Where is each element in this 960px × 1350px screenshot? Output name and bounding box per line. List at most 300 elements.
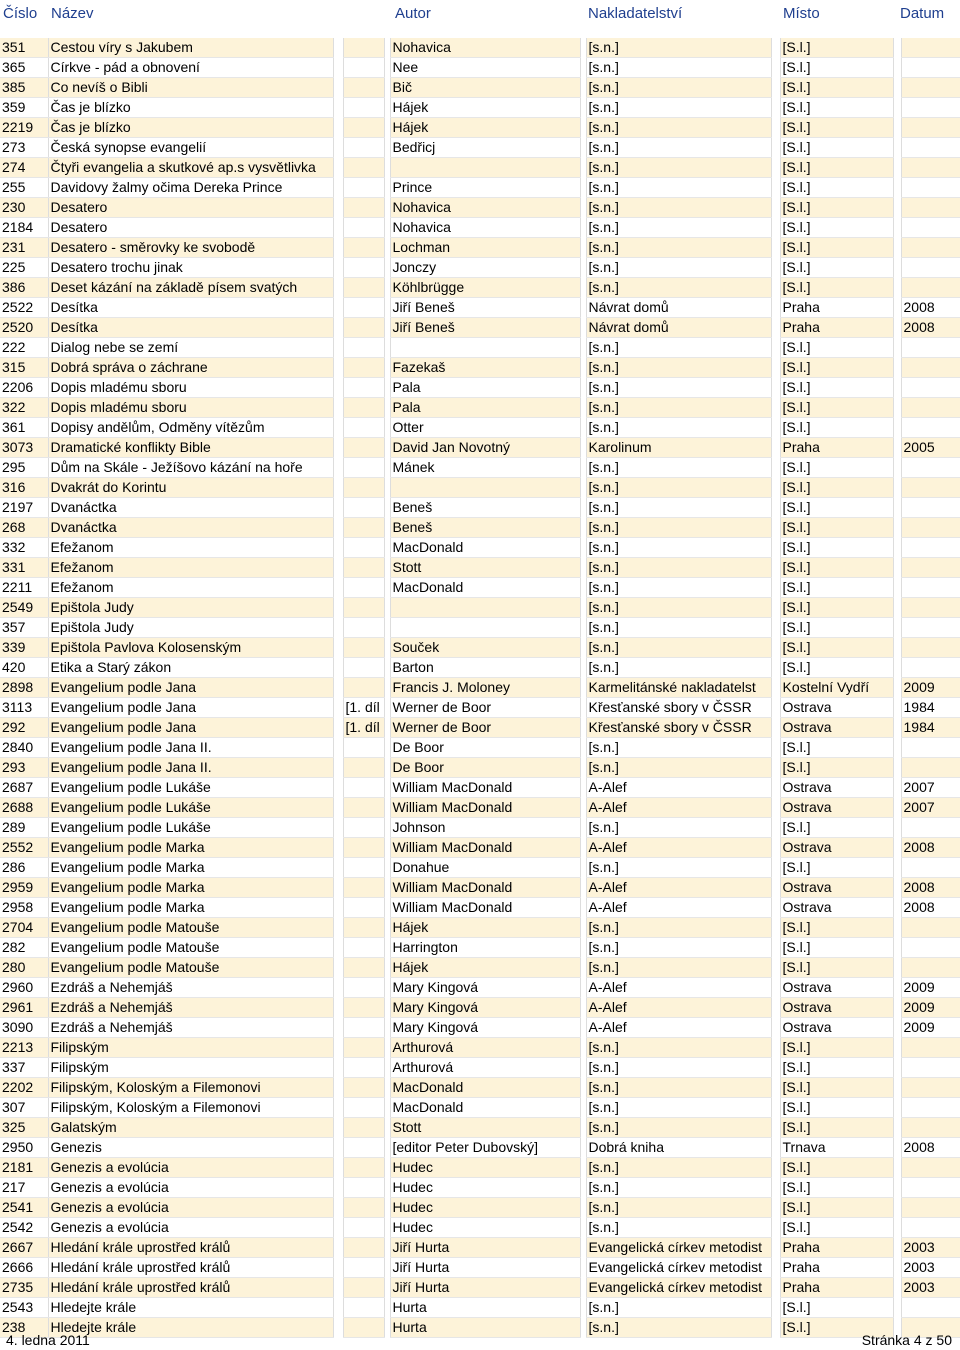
cell-misto: [S.l.] xyxy=(780,638,893,658)
cell-autor: Stott xyxy=(390,558,580,578)
cell-gap xyxy=(333,198,343,218)
table-row[interactable] xyxy=(0,538,960,558)
cell-nakladatelstvi: [s.n.] xyxy=(586,938,771,958)
cell-misto: [S.l.] xyxy=(780,738,893,758)
cell-dil xyxy=(343,998,384,1018)
cell-gap xyxy=(771,1078,780,1098)
cell-nakladatelstvi: Karmelitánské nakladatelst xyxy=(586,678,771,698)
table-row[interactable] xyxy=(0,818,960,838)
cell-cislo: 420 xyxy=(0,658,48,678)
cell-autor: De Boor xyxy=(390,758,580,778)
cell-misto: [S.l.] xyxy=(780,1198,893,1218)
cell-dil xyxy=(343,1298,384,1318)
cell-autor: William MacDonald xyxy=(390,878,580,898)
cell-gap xyxy=(893,598,901,618)
cell-misto: Praha xyxy=(780,438,893,458)
cell-misto: [S.l.] xyxy=(780,1178,893,1198)
cell-datum xyxy=(901,738,960,758)
cell-nakladatelstvi: [s.n.] xyxy=(586,338,771,358)
table-row[interactable] xyxy=(0,518,960,538)
table-row[interactable] xyxy=(0,318,960,338)
cell-misto: [S.l.] xyxy=(780,78,893,98)
cell-gap xyxy=(771,118,780,138)
cell-misto: [S.l.] xyxy=(780,98,893,118)
cell-dil xyxy=(343,578,384,598)
cell-misto: [S.l.] xyxy=(780,218,893,238)
cell-datum xyxy=(901,1058,960,1078)
table-row[interactable] xyxy=(0,938,960,958)
cell-nakladatelstvi: A-Alef xyxy=(586,998,771,1018)
column-header-autor[interactable]: Autor xyxy=(395,5,431,22)
cell-nakladatelstvi: Evangelická církev metodist xyxy=(586,1258,771,1278)
cell-gap xyxy=(333,778,343,798)
cell-gap xyxy=(771,1258,780,1278)
table-row[interactable] xyxy=(0,838,960,858)
cell-cislo: 238 xyxy=(0,1318,48,1338)
table-row[interactable] xyxy=(0,1258,960,1278)
cell-cislo: 2666 xyxy=(0,1258,48,1278)
cell-cislo: 222 xyxy=(0,338,48,358)
table-row[interactable] xyxy=(0,158,960,178)
cell-dil xyxy=(343,1158,384,1178)
cell-cislo: 230 xyxy=(0,198,48,218)
cell-misto: [S.l.] xyxy=(780,458,893,478)
table-row[interactable] xyxy=(0,98,960,118)
cell-autor: Pala xyxy=(390,398,580,418)
cell-gap xyxy=(333,378,343,398)
cell-nakladatelstvi: [s.n.] xyxy=(586,198,771,218)
table-row[interactable] xyxy=(0,358,960,378)
table-row[interactable] xyxy=(0,78,960,98)
cell-gap xyxy=(771,678,780,698)
table-row[interactable] xyxy=(0,258,960,278)
cell-autor: Jiří Beneš xyxy=(390,318,580,338)
cell-dil xyxy=(343,418,384,438)
cell-gap xyxy=(771,398,780,418)
cell-gap xyxy=(893,178,901,198)
cell-autor: Hájek xyxy=(390,98,580,118)
table-row[interactable] xyxy=(0,598,960,618)
cell-gap xyxy=(333,1098,343,1118)
cell-gap xyxy=(771,898,780,918)
table-row[interactable] xyxy=(0,1038,960,1058)
table-row[interactable] xyxy=(0,378,960,398)
table-row[interactable] xyxy=(0,1078,960,1098)
cell-nakladatelstvi: A-Alef xyxy=(586,878,771,898)
cell-gap xyxy=(893,1278,901,1298)
cell-autor: Jonczy xyxy=(390,258,580,278)
cell-gap xyxy=(771,1278,780,1298)
cell-autor: Hudec xyxy=(390,1158,580,1178)
cell-autor: Hudec xyxy=(390,1218,580,1238)
cell-dil xyxy=(343,38,384,58)
cell-gap xyxy=(333,758,343,778)
cell-gap xyxy=(893,1238,901,1258)
cell-gap xyxy=(333,158,343,178)
table-row[interactable] xyxy=(0,1198,960,1218)
table-row[interactable] xyxy=(0,138,960,158)
table-row[interactable] xyxy=(0,298,960,318)
cell-datum: 2008 xyxy=(901,898,960,918)
cell-dil xyxy=(343,378,384,398)
cell-gap xyxy=(333,918,343,938)
cell-gap xyxy=(893,758,901,778)
cell-dil xyxy=(343,738,384,758)
table-row[interactable] xyxy=(0,58,960,78)
page-footer xyxy=(0,1332,960,1350)
cell-cislo: 2667 xyxy=(0,1238,48,1258)
cell-cislo: 2898 xyxy=(0,678,48,698)
table-row[interactable] xyxy=(0,1178,960,1198)
cell-autor: Hájek xyxy=(390,118,580,138)
cell-nazev: Efežanom xyxy=(48,558,333,578)
cell-cislo: 286 xyxy=(0,858,48,878)
cell-gap xyxy=(893,1158,901,1178)
cell-gap xyxy=(771,1298,780,1318)
table-row[interactable] xyxy=(0,678,960,698)
cell-gap xyxy=(893,678,901,698)
cell-misto: [S.l.] xyxy=(780,1218,893,1238)
cell-nazev: Hledejte krále xyxy=(48,1318,333,1338)
cell-misto: Praha xyxy=(780,1238,893,1258)
cell-nakladatelstvi: Křesťanské sbory v ČSSR xyxy=(586,698,771,718)
cell-gap xyxy=(771,758,780,778)
cell-gap xyxy=(771,718,780,738)
cell-datum xyxy=(901,918,960,938)
table-row[interactable] xyxy=(0,498,960,518)
table-row[interactable] xyxy=(0,198,960,218)
cell-dil xyxy=(343,458,384,478)
table-row[interactable] xyxy=(0,338,960,358)
cell-dil xyxy=(343,78,384,98)
cell-datum: 2009 xyxy=(901,978,960,998)
cell-datum xyxy=(901,258,960,278)
cell-gap xyxy=(333,1198,343,1218)
cell-dil xyxy=(343,1258,384,1278)
cell-datum xyxy=(901,598,960,618)
cell-gap xyxy=(893,1058,901,1078)
cell-dil xyxy=(343,878,384,898)
table-row[interactable] xyxy=(0,618,960,638)
cell-gap xyxy=(771,858,780,878)
cell-gap xyxy=(333,1058,343,1078)
column-header-datum[interactable]: Datum xyxy=(900,5,945,22)
cell-nazev: Genezis a evolúcia xyxy=(48,1178,333,1198)
cell-autor: Hurta xyxy=(390,1298,580,1318)
cell-nakladatelstvi: A-Alef xyxy=(586,798,771,818)
table-row[interactable] xyxy=(0,218,960,238)
cell-gap xyxy=(893,238,901,258)
cell-nazev: Hledání krále uprostřed králů xyxy=(48,1238,333,1258)
table-row[interactable] xyxy=(0,478,960,498)
cell-gap xyxy=(333,138,343,158)
cell-gap xyxy=(333,678,343,698)
table-row[interactable] xyxy=(0,1098,960,1118)
cell-misto: Praha xyxy=(780,1258,893,1278)
table-row[interactable] xyxy=(0,978,960,998)
table-row[interactable] xyxy=(0,278,960,298)
cell-datum xyxy=(901,1198,960,1218)
cell-gap xyxy=(771,918,780,938)
cell-dil xyxy=(343,1178,384,1198)
cell-misto: Praha xyxy=(780,318,893,338)
cell-gap xyxy=(771,78,780,98)
cell-nakladatelstvi: [s.n.] xyxy=(586,1218,771,1238)
cell-nakladatelstvi: [s.n.] xyxy=(586,818,771,838)
column-header-misto[interactable]: Místo xyxy=(783,5,820,22)
cell-misto: [S.l.] xyxy=(780,1098,893,1118)
table-row[interactable] xyxy=(0,38,960,58)
cell-misto: [S.l.] xyxy=(780,598,893,618)
cell-misto: [S.l.] xyxy=(780,498,893,518)
column-header-nazev[interactable]: Název xyxy=(51,5,94,22)
cell-nazev: Davidovy žalmy očima Dereka Prince xyxy=(48,178,333,198)
cell-nazev: Galatským xyxy=(48,1118,333,1138)
cell-datum xyxy=(901,138,960,158)
cell-nakladatelstvi: [s.n.] xyxy=(586,618,771,638)
cell-nazev: Filipským, Koloským a Filemonovi xyxy=(48,1098,333,1118)
cell-datum: 2009 xyxy=(901,678,960,698)
column-header-nakladatelstvi[interactable]: Nakladatelství xyxy=(588,5,683,22)
cell-cislo: 292 xyxy=(0,718,48,738)
cell-nakladatelstvi: [s.n.] xyxy=(586,1058,771,1078)
table-row[interactable] xyxy=(0,878,960,898)
cell-autor: Arthurová xyxy=(390,1058,580,1078)
cell-gap xyxy=(893,1218,901,1238)
cell-nakladatelstvi: [s.n.] xyxy=(586,598,771,618)
cell-gap xyxy=(771,698,780,718)
cell-gap xyxy=(893,1138,901,1158)
book-rows xyxy=(0,38,960,1338)
cell-dil xyxy=(343,1098,384,1118)
table-row[interactable] xyxy=(0,798,960,818)
cell-misto: [S.l.] xyxy=(780,518,893,538)
cell-autor: William MacDonald xyxy=(390,838,580,858)
cell-gap xyxy=(893,1258,901,1278)
cell-autor: De Boor xyxy=(390,738,580,758)
table-row[interactable] xyxy=(0,1018,960,1038)
cell-gap xyxy=(893,218,901,238)
table-row[interactable] xyxy=(0,238,960,258)
table-row[interactable] xyxy=(0,1118,960,1138)
table-row[interactable] xyxy=(0,178,960,198)
table-row[interactable] xyxy=(0,698,960,718)
table-row[interactable] xyxy=(0,558,960,578)
cell-dil: [1. díl xyxy=(343,718,384,738)
cell-cislo: 316 xyxy=(0,478,48,498)
table-row[interactable] xyxy=(0,958,960,978)
cell-gap xyxy=(893,98,901,118)
cell-datum xyxy=(901,178,960,198)
cell-gap xyxy=(333,698,343,718)
cell-cislo: 2206 xyxy=(0,378,48,398)
table-row[interactable] xyxy=(0,918,960,938)
cell-cislo: 315 xyxy=(0,358,48,378)
cell-autor: Mánek xyxy=(390,458,580,478)
cell-datum xyxy=(901,1298,960,1318)
cell-cislo: 217 xyxy=(0,1178,48,1198)
table-row[interactable] xyxy=(0,758,960,778)
cell-dil xyxy=(343,838,384,858)
cell-gap xyxy=(771,1158,780,1178)
cell-datum: 2005 xyxy=(901,438,960,458)
cell-nazev: Desatero trochu jinak xyxy=(48,258,333,278)
table-row[interactable] xyxy=(0,418,960,438)
cell-gap xyxy=(333,498,343,518)
cell-gap xyxy=(333,978,343,998)
table-row[interactable] xyxy=(0,438,960,458)
cell-nakladatelstvi: [s.n.] xyxy=(586,1098,771,1118)
cell-gap xyxy=(771,538,780,558)
cell-dil xyxy=(343,618,384,638)
cell-dil xyxy=(343,798,384,818)
table-row[interactable] xyxy=(0,1058,960,1078)
cell-gap xyxy=(893,518,901,538)
cell-misto: [S.l.] xyxy=(780,1078,893,1098)
cell-gap xyxy=(893,318,901,338)
cell-gap xyxy=(333,738,343,758)
cell-datum xyxy=(901,638,960,658)
cell-gap xyxy=(333,898,343,918)
cell-autor xyxy=(390,598,580,618)
cell-gap xyxy=(333,1018,343,1038)
cell-dil xyxy=(343,278,384,298)
cell-gap xyxy=(771,878,780,898)
cell-nakladatelstvi: [s.n.] xyxy=(586,98,771,118)
cell-datum xyxy=(901,378,960,398)
cell-gap xyxy=(771,358,780,378)
cell-dil xyxy=(343,1118,384,1138)
cell-gap xyxy=(893,1178,901,1198)
table-row[interactable] xyxy=(0,1158,960,1178)
cell-datum xyxy=(901,78,960,98)
cell-nazev: Evangelium podle Jana xyxy=(48,718,333,738)
table-row[interactable] xyxy=(0,118,960,138)
cell-autor: Jiří Hurta xyxy=(390,1258,580,1278)
cell-misto: [S.l.] xyxy=(780,538,893,558)
table-row[interactable] xyxy=(0,998,960,1018)
table-row[interactable] xyxy=(0,638,960,658)
cell-misto: Kostelní Vydří xyxy=(780,678,893,698)
cell-misto: Ostrava xyxy=(780,798,893,818)
cell-nazev: Desítka xyxy=(48,298,333,318)
cell-datum: 2007 xyxy=(901,798,960,818)
table-row[interactable] xyxy=(0,778,960,798)
table-row[interactable] xyxy=(0,458,960,478)
table-row[interactable] xyxy=(0,738,960,758)
cell-cislo: 359 xyxy=(0,98,48,118)
cell-gap xyxy=(771,618,780,638)
cell-gap xyxy=(893,998,901,1018)
cell-cislo: 3073 xyxy=(0,438,48,458)
cell-datum xyxy=(901,1178,960,1198)
cell-autor xyxy=(390,338,580,358)
cell-misto: Ostrava xyxy=(780,718,893,738)
cell-misto: [S.l.] xyxy=(780,1038,893,1058)
cell-dil xyxy=(343,298,384,318)
cell-gap xyxy=(893,978,901,998)
cell-dil xyxy=(343,1278,384,1298)
cell-misto: [S.l.] xyxy=(780,138,893,158)
cell-nazev: Genezis xyxy=(48,1138,333,1158)
cell-datum: 2003 xyxy=(901,1238,960,1258)
cell-gap xyxy=(333,418,343,438)
cell-cislo: 2552 xyxy=(0,838,48,858)
cell-gap xyxy=(771,258,780,278)
table-row[interactable] xyxy=(0,578,960,598)
cell-autor: Mary Kingová xyxy=(390,978,580,998)
table-row[interactable] xyxy=(0,1298,960,1318)
table-row[interactable] xyxy=(0,1238,960,1258)
cell-nazev: Filipským, Koloským a Filemonovi xyxy=(48,1078,333,1098)
cell-gap xyxy=(771,98,780,118)
table-row[interactable] xyxy=(0,898,960,918)
cell-cislo: 325 xyxy=(0,1118,48,1138)
table-row[interactable] xyxy=(0,1218,960,1238)
cell-nazev: Evangelium podle Marka xyxy=(48,838,333,858)
cell-datum: 2003 xyxy=(901,1258,960,1278)
cell-autor: Hurta xyxy=(390,1318,580,1338)
cell-gap xyxy=(893,798,901,818)
cell-dil xyxy=(343,1198,384,1218)
cell-gap xyxy=(333,1118,343,1138)
table-row[interactable] xyxy=(0,858,960,878)
table-row[interactable] xyxy=(0,658,960,678)
cell-nazev: Evangelium podle Jana xyxy=(48,678,333,698)
cell-misto: [S.l.] xyxy=(780,338,893,358)
cell-dil xyxy=(343,898,384,918)
cell-misto: [S.l.] xyxy=(780,578,893,598)
book-table xyxy=(0,38,960,1338)
cell-gap xyxy=(333,1178,343,1198)
cell-gap xyxy=(893,338,901,358)
cell-gap xyxy=(771,298,780,318)
cell-dil xyxy=(343,918,384,938)
cell-gap xyxy=(333,838,343,858)
cell-gap xyxy=(771,458,780,478)
cell-nakladatelstvi: [s.n.] xyxy=(586,658,771,678)
cell-misto: [S.l.] xyxy=(780,158,893,178)
cell-nakladatelstvi: [s.n.] xyxy=(586,958,771,978)
cell-misto: [S.l.] xyxy=(780,1118,893,1138)
cell-nakladatelstvi: [s.n.] xyxy=(586,238,771,258)
cell-dil xyxy=(343,358,384,378)
cell-gap xyxy=(333,558,343,578)
table-row[interactable] xyxy=(0,1138,960,1158)
cell-gap xyxy=(333,1038,343,1058)
cell-dil xyxy=(343,338,384,358)
cell-autor xyxy=(390,478,580,498)
cell-gap xyxy=(333,1258,343,1278)
cell-cislo: 2184 xyxy=(0,218,48,238)
cell-gap xyxy=(893,1038,901,1058)
footer-page-number: Stránka 4 z 50 xyxy=(861,1332,952,1348)
cell-gap xyxy=(771,518,780,538)
cell-nakladatelstvi: [s.n.] xyxy=(586,1318,771,1338)
cell-gap xyxy=(893,118,901,138)
column-header-cislo[interactable]: Číslo xyxy=(3,5,38,22)
cell-nazev: Česká synopse evangelií xyxy=(48,138,333,158)
cell-gap xyxy=(893,578,901,598)
table-row[interactable] xyxy=(0,398,960,418)
cell-misto: [S.l.] xyxy=(780,198,893,218)
cell-nazev: Evangelium podle Lukáše xyxy=(48,778,333,798)
table-row[interactable] xyxy=(0,718,960,738)
cell-gap xyxy=(333,618,343,638)
table-row[interactable] xyxy=(0,1278,960,1298)
cell-gap xyxy=(333,718,343,738)
cell-cislo: 2211 xyxy=(0,578,48,598)
